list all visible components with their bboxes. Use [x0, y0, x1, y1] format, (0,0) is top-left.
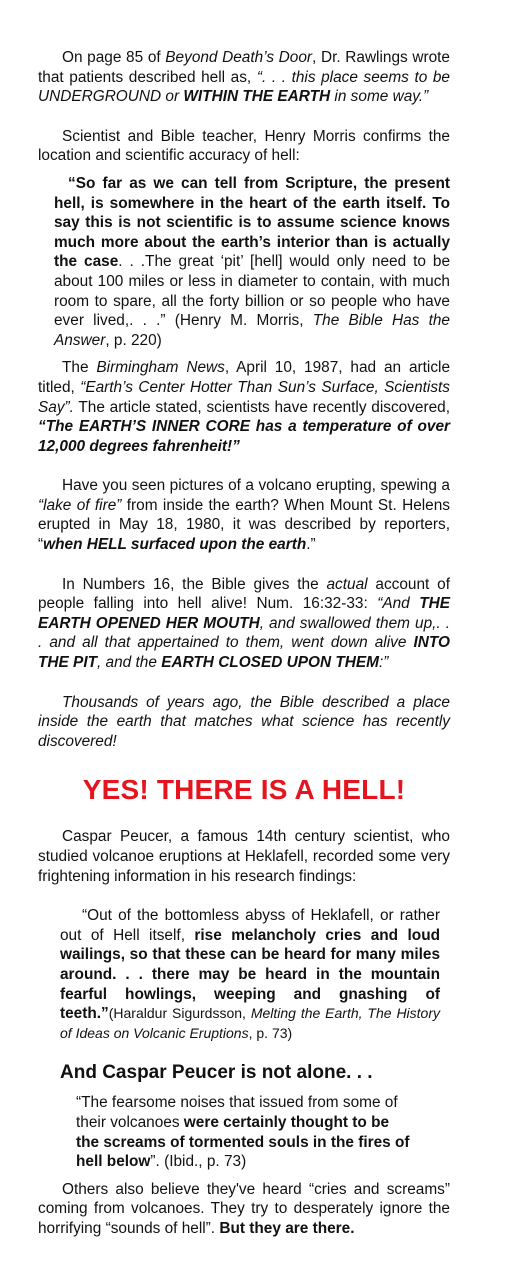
newspaper-title: Birmingham News — [96, 359, 225, 377]
quote-bold: rise melancholy cries and loud wailings, so that these can be heard for many miles around. . . there may be heard in the mountain fearful howlings, weeping and gnashing of teeth.” — [60, 926, 440, 1023]
emphasis-text: EARTH CLOSED UPON THEM — [161, 654, 379, 672]
book-title: Melting the Earth, The History of Ideas on Volcanic Eruptions — [60, 1005, 440, 1041]
subheading: And Caspar Peucer is not alone. . . — [60, 1062, 373, 1084]
quote-text: “Out of the bottomless abyss of Heklafell, or rather out of Hell itself, — [60, 907, 440, 944]
emphasis-text: “The EARTH’S INNER CORE has a temperature of over 12,000 degrees fahrenheit!” — [38, 418, 450, 455]
emphasis-text: INTO THE PIT — [38, 634, 450, 672]
emphasis-text: But they are there. — [219, 1219, 355, 1237]
citation: ”. (Ibid., p. 73) — [150, 1153, 247, 1171]
emphasis-text: THE EARTH OPENED HER MOUTH — [38, 595, 450, 632]
text: The article stated, scientists have recently discovered, — [73, 398, 450, 416]
quote-text: . . .The great ‘pit’ [hell] would only need to be about 100 miles or less in diameter to contain, with much room to spare, all the forty billion or so people who have ever lived,. . .” (Henry M. Morris, — [54, 253, 451, 330]
text: , April 10, 1987, had an article titled, — [38, 359, 451, 396]
text: Others also believe they've heard “cries and screams” coming from volcanoes. They try to desperately ignore the horrifying “sounds of hell”. — [38, 1180, 450, 1237]
quote-text: , and swallowed them up,. . . and all that appertained to them, went down alive — [38, 614, 450, 652]
quote-morris — [54, 174, 450, 350]
emphasis-text: WITHIN THE EARTH — [183, 88, 331, 106]
document-page — [38, 48, 450, 1239]
text: , Dr. Rawlings wrote that patients described hell as, — [38, 49, 450, 86]
text: On page 85 of — [62, 49, 166, 66]
quote-bold: “So far as we can tell from Scripture, the present hell, is somewhere in the heart of the earth itself. To say this is not scientific is to assume science knows much more about the earth’s interior than is actually the case — [54, 174, 450, 271]
paragraph-birmingham-news — [38, 358, 450, 456]
citation: , p. 220) — [105, 331, 162, 349]
citation: (Haraldur Sigurdsson, — [108, 1005, 251, 1022]
quote-text: “lake of fire” — [38, 496, 122, 514]
paragraph-volcano — [38, 476, 450, 554]
emphasis-text: when HELL surfaced upon the earth — [43, 536, 307, 554]
quote-bold: were certainly thought to be the screams of tormented souls in the fires of hell below — [76, 1113, 410, 1171]
paragraph-rawlings — [38, 48, 450, 107]
book-title: Beyond Death’s Door — [165, 49, 313, 66]
citation: , p. 73) — [248, 1024, 293, 1041]
quote-text: in some way.” — [330, 88, 429, 106]
text: Have you seen pictures of a volcano erupting, spewing a — [62, 477, 450, 495]
paragraph-morris-intro: Scientist and Bible teacher, Henry Morris confirms the location and scientific accuracy of hell: — [38, 127, 450, 165]
book-title: The Bible Has the Answer — [54, 312, 450, 349]
text: account of people falling into hell alive! Num. 16:32-33: — [38, 575, 450, 613]
text: The — [62, 359, 97, 377]
quote-text: :” — [378, 654, 389, 672]
paragraph-others — [38, 1180, 450, 1239]
emphasis-text: actual — [326, 575, 368, 593]
quote-text: “. . . this place seems to be UNDERGROUND or — [38, 68, 450, 106]
italic-text: Thousands of years ago, the Bible described a place inside the earth that matches what science has recently discovered! — [38, 693, 450, 750]
text: In Numbers 16, the Bible gives the — [62, 575, 327, 593]
paragraph-numbers — [38, 575, 450, 673]
quote-text: “And — [377, 595, 420, 613]
text: from inside the earth? When Mount St. Helens erupted in May 18, 1980, it was described by reporters, “ — [38, 496, 450, 554]
section-heading: YES! THERE IS A HELL! — [82, 774, 406, 806]
paragraph-peucer: Caspar Peucer, a famous 14th century scientist, who studied volcanoe eruptions at Heklafell, recorded some very frightening information in his research findings: — [38, 828, 450, 885]
quote-peucer — [60, 906, 440, 1043]
paragraph-thousands-of-years — [38, 693, 450, 752]
quote-text: , and the — [97, 654, 162, 672]
quote-text: “The fearsome noises that issued from some of their volcanoes — [76, 1094, 398, 1131]
quote-ibid — [76, 1093, 412, 1171]
article-title: “Earth’s Center Hotter Than Sun’s Surface, Scientists Say”. — [38, 378, 450, 416]
text: .” — [306, 536, 316, 554]
